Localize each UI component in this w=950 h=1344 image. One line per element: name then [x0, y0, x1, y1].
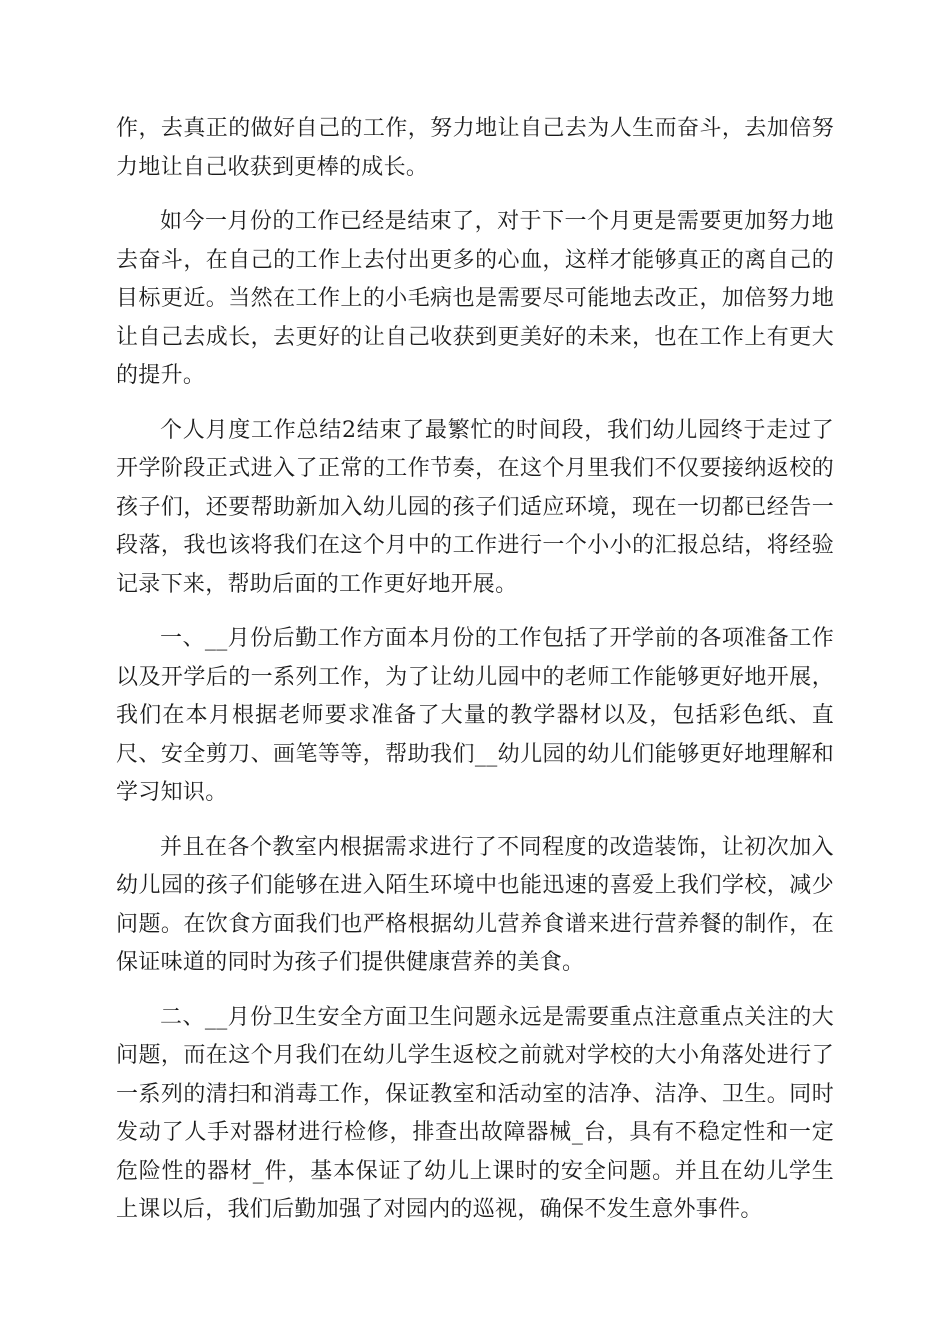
paragraph-january-summary: 如今一月份的工作已经是结束了，对于下一个月更是需要更加努力地去奋斗，在自己的工作上去付出更多的心血，这样才能够真正的离自己的目标更近。当然在工作上的小毛病也是需要尽可能地去改正，加倍努力地让自己去成长，去更好的让自己收获到更美好的未来，也在工作上有更大的提升。	[116, 209, 834, 388]
document-body	[116, 110, 834, 1246]
paragraph-monthly-summary-2-intro: 个人月度工作总结2结束了最繁忙的时间段，我们幼儿园终于走过了开学阶段正式进入了正常的工作节奏，在这个月里我们不仅要接纳返校的孩子们，还要帮助新加入幼儿园的孩子们适应环境，现在一切都已经告一段落，我也该将我们在这个月中的工作进行一个小小的汇报总结，将经验记录下来，帮助后面的工作更好地开展。	[116, 417, 834, 597]
paragraph-classroom-decoration: 并且在各个教室内根据需求进行了不同程度的改造装饰，让初次加入幼儿园的孩子们能够在进入陌生环境中也能迅速的喜爱上我们学校，减少问题。在饮食方面我们也严格根据幼儿营养食谱来进行营养餐的制作，在保证味道的同时为孩子们提供健康营养的美食。	[116, 834, 834, 975]
paragraph-hygiene-safety: 二、__月份卫生安全方面卫生问题永远是需要重点注意重点关注的大问题，而在这个月我们在幼儿学生返校之前就对学校的大小角落处进行了一系列的清扫和消毒工作，保证教室和活动室的洁净、洁净、卫生。同时发动了人手对器材进行检修，排查出故障器械_台，具有不稳定性和一定危险性的器材_件，基本保证了幼儿上课时的安全问题。并且在幼儿学生上课以后，我们后勤加强了对园内的巡视，确保不发生意外事件。	[116, 1004, 834, 1222]
paragraph-continuation: 作，去真正的做好自己的工作，努力地让自己去为人生而奋斗，去加倍努力地让自己收获到更棒的成长。	[116, 116, 834, 180]
paragraph-logistics-work: 一、__月份后勤工作方面本月份的工作包括了开学前的各项准备工作以及开学后的一系列工作，为了让幼儿园中的老师工作能够更好地开展，我们在本月根据老师要求准备了大量的教学器材以及，包括彩色纸、直尺、安全剪刀、画笔等等，帮助我们__幼儿园的幼儿们能够更好地理解和学习知识。	[116, 626, 834, 805]
